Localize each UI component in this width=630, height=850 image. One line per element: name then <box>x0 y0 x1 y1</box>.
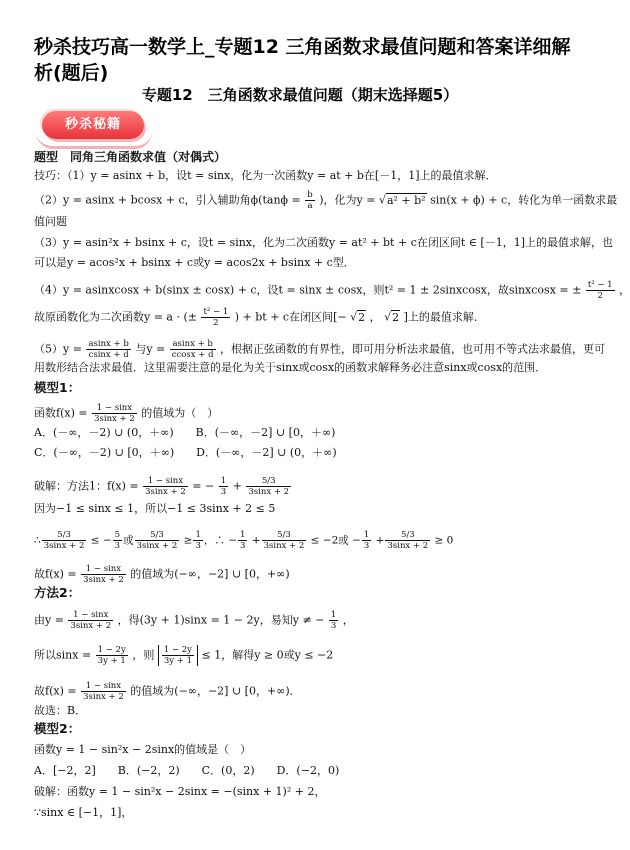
s3-text-i: ≥ 0 <box>434 534 454 547</box>
s3-text-e: ，∴ − <box>203 534 238 547</box>
s3-fraction-5: $\frac{1}{3}$ <box>240 530 246 551</box>
s3-text-f: + <box>251 534 261 547</box>
model-2-question: 函数y = 1 − sin²x − 2sinx的值域是（ ） <box>34 743 252 756</box>
model-2-solution-2: ∵sinx ∈ [−1，1]， <box>34 806 133 819</box>
solution-1-fraction-2: $\frac{1}{3}$ <box>220 476 227 497</box>
m4-text-b: 的值域为(−∞，−2] ∪ [0，+∞)． <box>130 684 301 698</box>
solution-1-text-a: 破解：方法1：f(x) = <box>34 479 139 493</box>
tip-4c-fraction: $\frac{\text{t² − 1}}{2}$ <box>203 307 229 328</box>
model-1-solution-1 <box>34 476 574 497</box>
model-1-question-a: 函数f(x) = <box>34 406 88 420</box>
tip-4-text-a: （4）y = asinxcosx + b(sinx ± cosx) + c，设t = sinx ± cosx，则t² = 1 ± 2sinxcosx，故sinxcosx = ± <box>34 283 582 297</box>
tip-4c-text-d: ]上的最值求解． <box>403 310 485 324</box>
tip-4-fraction: $\frac{\text{t² − 1}}{2}$ <box>587 280 613 301</box>
model-1-question-fraction: $\frac{1 - \sin x}{3\sin x + 2}$ <box>94 403 135 424</box>
tip-4 <box>34 280 630 301</box>
method-2-line-2 <box>34 645 574 666</box>
model-1-options-row-1: A．(－∞，－2) ∪ (0，＋∞) B．(－∞，－2] ∪ [0，＋∞) <box>34 426 336 439</box>
model-1-solution-2: 因为−1 ≤ sinx ≤ 1，所以−1 ≤ 3sinx + 2 ≤ 5 <box>34 502 276 515</box>
tip-4-text-b: ， <box>619 283 630 297</box>
solution-1-text-c: + <box>232 479 242 493</box>
m2-fraction-2: $\frac{1}{3}$ <box>330 610 337 631</box>
model-2-options: A．[−2，2] B．(−2，2) C．(0，2) D．(−2，0) <box>34 764 340 777</box>
s4-text-a: 故f(x) = <box>34 567 77 581</box>
m2-text-a: 由y = <box>34 613 64 627</box>
tip-3: （3）y = asin²x + bsinx + c，设t = sinx，化为二次函数y = at² + bt + c在闭区间t ∈ [－1，1]上的最值求解，也 <box>34 236 613 249</box>
tip-2-text-a: （2）y = asinx + bcosx + c，引入辅助角ϕ(tanϕ = <box>34 193 301 207</box>
tip-2-continued: 值问题 <box>34 215 67 228</box>
document-title: 秒杀技巧高一数学上_专题12 三角函数求最值问题和答案详细解析(题后) <box>34 36 571 84</box>
m3-fraction: $\frac{1 - 2y}{3y + 1}$ <box>97 645 126 666</box>
m2-text-b: ，得(3y + 1)sinx = 1 − 2y，易知y ≠ − <box>117 613 325 627</box>
tip-4c-sqrt-2: √2 <box>384 310 400 324</box>
type-heading: 题型 同角三角函数求值（对偶式） <box>34 150 227 164</box>
tip-5-text-a: （5）y = <box>34 342 82 356</box>
model-1-question-b: 的值域为（ ） <box>141 406 219 420</box>
topic-subtitle: 专题12 三角函数求最值问题（期末选择题5） <box>141 86 459 104</box>
tip-5 <box>34 339 606 360</box>
tip-4c-text-c: ， <box>369 310 381 324</box>
s3-fraction-3: $\frac{5/3}{3\sin x + 2}$ <box>136 530 178 551</box>
tip-5-text-c: ，根据正弦函数的有界性，即可用分析法求最值，也可用不等式法求最值，更可 <box>220 342 606 356</box>
s4-fraction: $\frac{1 - \sin x}{3\sin x + 2}$ <box>83 564 124 585</box>
model-1-solution-3 <box>34 530 574 551</box>
s3-text-a: ∴ <box>34 534 41 547</box>
m4-fraction: $\frac{1 - \sin x}{3\sin x + 2}$ <box>83 681 124 702</box>
tip-5-continued: 用数形结合法求最值．这里需要注意的是化为关于sinx或cosx的函数求解释务必注意sinx或cosx的范围． <box>34 361 547 374</box>
tip-2-text-c: sin(x + ϕ) + c，转化为单一函数求最 <box>430 193 618 207</box>
s3-text-c: 或 <box>123 534 134 547</box>
s4-text-b: 的值域为(−∞，−2] ∪ [0，+∞) <box>130 567 290 581</box>
model-1-question <box>34 403 574 424</box>
tip-4c-text-a: 故原函数化为二次函数y = a · (± <box>34 310 197 324</box>
method-2-line-1 <box>34 610 574 631</box>
tip-2 <box>34 190 618 211</box>
tip-4c-sqrt-1: √2 <box>350 310 366 324</box>
method-2-line-3 <box>34 681 574 702</box>
m3-absolute-value: $\frac{1 - 2y}{3y + 1}$ <box>158 645 198 666</box>
model-2-heading: 模型2： <box>34 721 81 736</box>
tips-badge: 秒杀秘籍 <box>42 111 144 139</box>
tip-5-text-b: 与y = <box>135 342 166 356</box>
s3-text-g: ≤ −2或 − <box>310 534 361 547</box>
m2-fraction-1: $\frac{1 - \sin x}{3\sin x + 2}$ <box>70 610 112 631</box>
tip-2-text-b: )，化为y = <box>319 193 376 207</box>
s3-fraction-6: $\frac{5/3}{3\sin x + 2}$ <box>263 530 305 551</box>
method-2-heading: 方法2： <box>34 585 81 600</box>
tip-3-continued: 可以是y = acos²x + bsinx + c或y = acos2x + bsinx + c型． <box>34 256 355 269</box>
tip-2-sqrt: √a² + b² <box>378 193 426 207</box>
model-1-answer: 故选：B． <box>34 704 87 717</box>
s3-fraction-1: $\frac{5/3}{3\sin x + 2}$ <box>43 530 85 551</box>
s3-text-h: + <box>375 534 385 547</box>
m3-text-a: 所以sinx = <box>34 648 92 662</box>
s3-fraction-4: $\frac{1}{3}$ <box>195 530 201 551</box>
tip-2-fraction: $\frac{b}{a}$ <box>307 190 313 211</box>
tip-1: 技巧：（1）y = asinx + b，设t = sinx，化为一次函数y = at + b在[－1，1]上的最值求解． <box>34 169 497 182</box>
s3-fraction-8: $\frac{5/3}{3\sin x + 2}$ <box>387 530 429 551</box>
s3-text-d: ≥ <box>183 534 193 547</box>
tip-5-fraction-2: $\frac{asinx + b}{ccosx + d}$ <box>171 339 214 360</box>
model-1-options-row-2: C．(－∞，－2) ∪ [0，＋∞) D．(－∞，－2] ∪ (0，＋∞) <box>34 446 337 459</box>
model-2-solution-1: 破解：函数y = 1 − sin²x − 2sinx = −(sinx + 1)² + 2， <box>34 785 326 798</box>
tip-4c-text-b: ) + bt + c在闭区间[− <box>234 310 347 324</box>
s3-fraction-7: $\frac{1}{3}$ <box>363 530 370 551</box>
tip-4-continued <box>34 307 574 328</box>
m3-text-c: ≤ 1，解得y ≥ 0或y ≤ −2 <box>201 648 334 662</box>
model-1-heading: 模型1： <box>34 380 81 395</box>
s3-text-b: ≤ − <box>90 534 112 547</box>
m4-text-a: 故f(x) = <box>34 684 77 698</box>
model-1-solution-4 <box>34 564 574 585</box>
solution-1-fraction-3: $\frac{5/3}{3\sin x + 2}$ <box>248 476 290 497</box>
solution-1-text-b: = − <box>192 479 215 493</box>
m2-text-c: ， <box>342 613 354 627</box>
solution-1-fraction-1: $\frac{1 - \sin x}{3\sin x + 2}$ <box>145 476 186 497</box>
s3-fraction-2: $\frac{5}{3}$ <box>114 530 121 551</box>
tip-5-fraction-1: $\frac{asinx + b}{csinx + d}$ <box>88 339 129 360</box>
m3-text-b: ，则 <box>132 648 155 662</box>
